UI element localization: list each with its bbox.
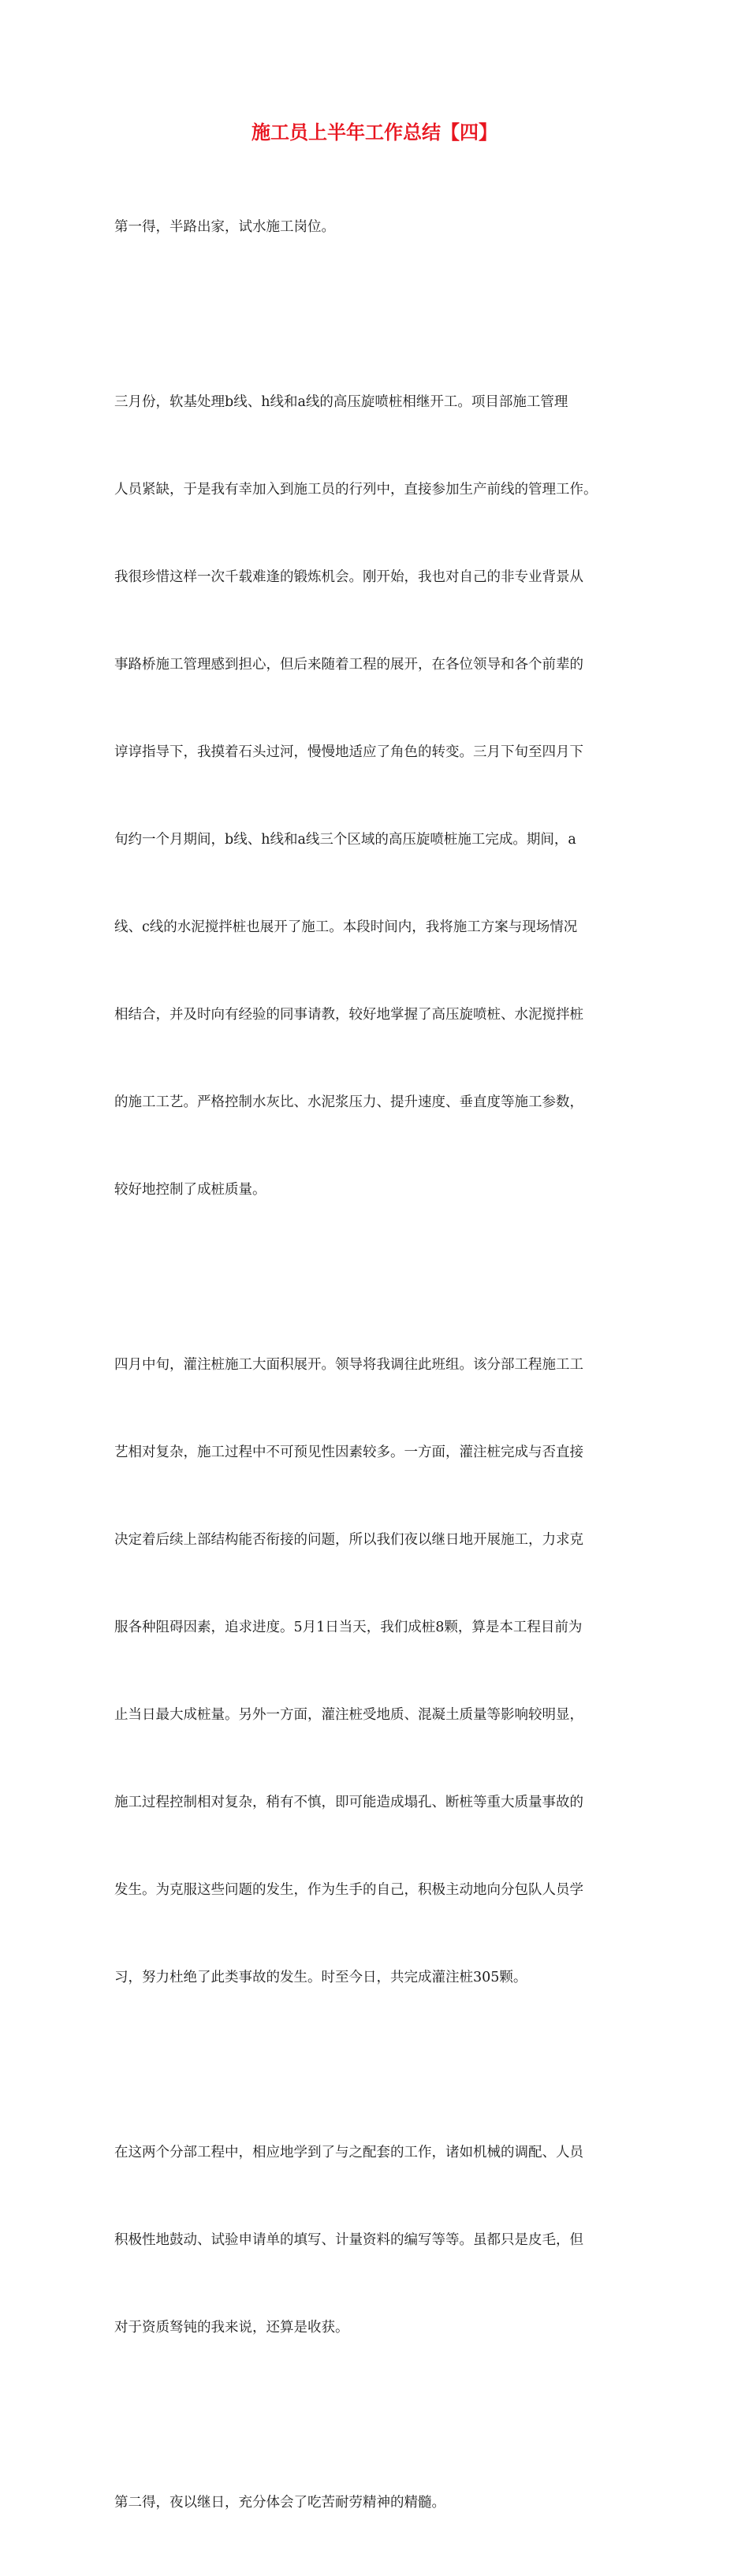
paragraph-line: 事路桥施工管理感到担心，但后来随着工程的展开，在各位领导和各个前辈的: [114, 657, 583, 673]
paragraph-line: 止当日最大成桩量。另外一方面，灌注桩受地质、混凝土质量等影响较明显，: [114, 1707, 583, 1723]
paragraph-line: 较好地控制了成桩质量。: [114, 1182, 266, 1198]
paragraph-line: 线、c线的水泥搅拌桩也展开了施工。本段时间内，我将施工方案与现场情况: [114, 919, 578, 935]
paragraph-line: 施工过程控制相对复杂，稍有不慎，即可能造成塌孔、断桩等重大质量事故的: [114, 1795, 583, 1810]
paragraph-1: [114, 155, 644, 300]
document-title: 施工员上半年工作总结【四】: [252, 121, 497, 144]
paragraph-line: 积极性地鼓动、试验申请单的填写、计量资料的编写等等。虽都只是皮毛，但: [114, 2232, 583, 2248]
paragraph-line: 第二得，夜以继日，充分体会了吃苦耐劳精神的精髓。: [114, 2495, 445, 2511]
paragraph-line: 的施工工艺。严格控制水灰比、水泥浆压力、提升速度、垂直度等施工参数，: [114, 1094, 583, 1110]
paragraph-line: 谆谆指导下，我摸着石头过河，慢慢地适应了角色的转变。三月下旬至四月下: [114, 744, 583, 760]
paragraph-line: 决定着后续上部结构能否衔接的问题，所以我们夜以继日地开展施工，力求克: [114, 1532, 583, 1548]
paragraph-line: 三月份，软基处理b线、h线和a线的高压旋喷桩相继开工。项目部施工管理: [114, 394, 568, 410]
paragraph-line: 我很珍惜这样一次千载难逢的锻炼机会。刚开始，我也对自己的非专业背景从: [114, 569, 583, 585]
paragraph-line: 发生。为克服这些问题的发生，作为生手的自己，积极主动地向分包队人员学: [114, 1882, 583, 1898]
paragraph-line: 服各种阻碍因素，追求进度。5月1日当天，我们成桩8颗，算是本工程目前为: [114, 1620, 583, 1635]
paragraph-line: 四月中旬，灌注桩施工大面积展开。领导将我调往此班组。该分部工程施工工: [114, 1357, 583, 1373]
paragraph-4: [114, 2080, 644, 2401]
paragraph-2: [114, 330, 644, 1263]
paragraph-line: 旬约一个月期间，b线、h线和a线三个区域的高压旋喷桩施工完成。期间，a: [114, 832, 576, 848]
paragraph-line: 人员紧缺，于是我有幸加入到施工员的行列中，直接参加生产前线的管理工作。: [114, 482, 598, 498]
paragraph-line: 第一得，半路出家，试水施工岗位。: [114, 219, 335, 235]
paragraph-line: 习，努力杜绝了此类事故的发生。时至今日，共完成灌注桩305颗。: [114, 1970, 527, 1985]
paragraph-line: 艺相对复杂，施工过程中不可预见性因素较多。一方面，灌注桩完成与否直接: [114, 1445, 583, 1460]
paragraph-5: [114, 2430, 644, 2576]
paragraph-3: [114, 1292, 644, 2051]
paragraph-line: 对于资质驽钝的我来说，还算是收获。: [114, 2320, 349, 2336]
paragraph-line: 相结合，并及时向有经验的同事请教，较好地掌握了高压旋喷桩、水泥搅拌桩: [114, 1007, 583, 1023]
document-body: [114, 155, 644, 2576]
paragraph-line: 在这两个分部工程中，相应地学到了与之配套的工作，诸如机械的调配、人员: [114, 2145, 583, 2160]
